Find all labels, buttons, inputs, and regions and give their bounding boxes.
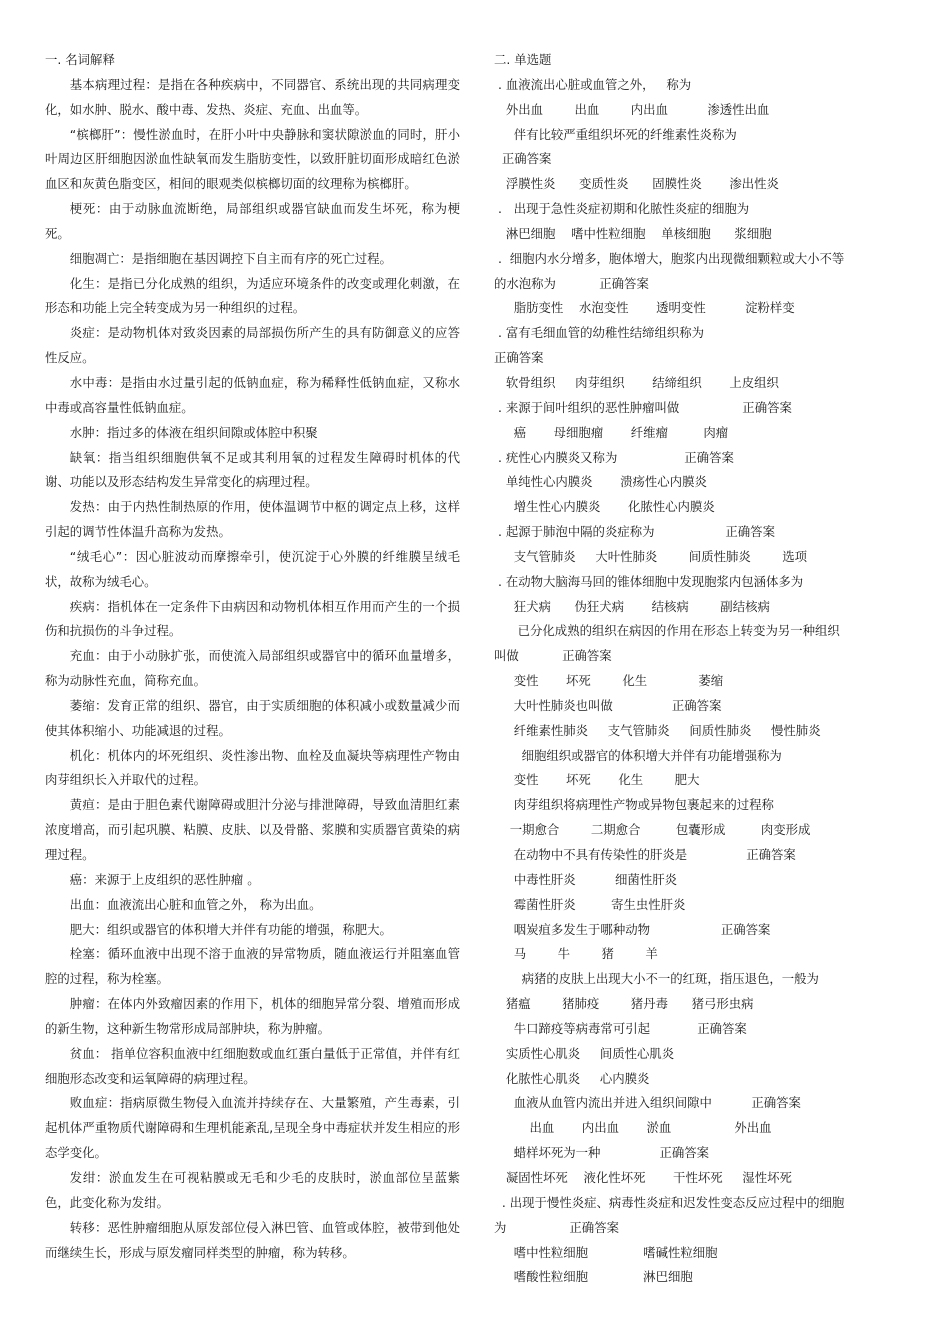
question-line: 浮膜性炎 变质性炎 固膜性炎 渗出性炎 (494, 176, 779, 192)
question-line: 癌 母细胞瘤 纤维瘤 肉瘤 (494, 424, 729, 440)
definition-paragraph: “槟榔肝”：慢性淤血时，在肝小叶中央静脉和窦状隙淤血的同时，肝小叶周边区肝细胞因淤血性缺氧而发生脂肪变性，以致肝脏切面形成暗红色淤血区和灰黄色脂变区，相间的眼观类似槟榔切面的纹理称为槟榔肝。 (45, 126, 460, 192)
question-line: 在动物中不具有传染性的肝炎是 正确答案 (494, 847, 796, 862)
definition-paragraph: 出血：血液流出心脏和血管之外， 称为出血。 (69, 896, 322, 912)
question-line: 病猪的皮肤上出现大小不一的红斑，指压退色，一般为 (494, 971, 819, 987)
question-line: . 富有毛细血管的幼稚性结缔组织称为 (494, 325, 705, 341)
question-line: 嗜酸性粒细胞 淋巴细胞 (494, 1269, 693, 1285)
question-line: . 在动物大脑海马回的锥体细胞中发现胞浆内包涵体多为 (494, 573, 804, 589)
question-line: 软骨组织 肉芽组织 结缔组织 上皮组织 (494, 374, 779, 390)
question-line: . 起源于肺泡中隔的炎症称为 正确答案 (494, 524, 775, 540)
question-line: 凝固性坏死 液化性坏死 干性坏死 湿性坏死 (494, 1169, 792, 1185)
question-line: 细胞组织或器官的体积增大并伴有功能增强称为 (494, 747, 782, 763)
question-line: . 血液流出心脏或血管之外， 称为 (494, 76, 692, 92)
question-line: 大叶性肺炎也叫做 正确答案 (494, 697, 722, 713)
question-line: 单纯性心内膜炎 溃疡性心内膜炎 (494, 474, 707, 490)
definition-paragraph: “绒毛心”：因心脏波动而摩擦牵引，使沉淀于心外膜的纤维膜呈绒毛状，故称为绒毛心。 (45, 548, 460, 589)
definition-paragraph: 化生：是指已分化成熟的组织，为适应环境条件的改变或理化刺激，在形态和功能上完全转变成为另一种组织的过程。 (45, 275, 460, 316)
section-title-multiple-choice: 二. 单选题 (494, 52, 552, 67)
definition-paragraph: 转移：恶性肿瘤细胞从原发部位侵入淋巴管、血管或体腔，被带到他处而继续生长，形成与原发瘤同样类型的肿瘤，称为转移。 (45, 1219, 460, 1260)
definition-paragraph: 水中毒：是指由水过量引起的低钠血症，称为稀释性低钠血症，又称水中毒或高容量性低钠血症。 (45, 374, 460, 415)
question-line: 肉芽组织将病理性产物或异物包裹起来的过程称 (494, 797, 774, 813)
question-line: 血液从血管内流出并进入组织间隙中 正确答案 (494, 1095, 801, 1111)
question-line: 霉菌性肝炎 寄生虫性肝炎 (494, 896, 686, 912)
definition-paragraph: 黄疸：是由于胆色素代谢障碍或胆汁分泌与排泄障碍，导致血清胆红素浓度增高，而引起巩膜、粘膜、皮肤、以及骨骼、浆膜和实质器官黄染的病理过程。 (45, 797, 460, 862)
question-line: 牛口蹄疫等病毒常可引起 正确答案 (494, 1020, 747, 1036)
definition-paragraph: 肿瘤：在体内外致瘤因素的作用下，机体的细胞异常分裂、增殖而形成的新生物，这种新生物常形成局部肿块，称为肿瘤。 (45, 996, 460, 1036)
question-line: 出血 内出血 淤血 外出血 (494, 1120, 772, 1136)
question-line: 淋巴细胞 嗜中性粒细胞 单核细胞 浆细胞 (494, 225, 772, 241)
definition-paragraph: 发热：由于内热性制热原的作用，使体温调节中枢的调定点上移，这样引起的调节性体温升高称为发热。 (45, 499, 460, 540)
question-line: 一期愈合 二期愈合 包囊形成 肉变形成 (494, 822, 811, 838)
definition-paragraph: 肥大：组织或器官的体积增大并伴有功能的增强，称肥大。 (69, 921, 392, 937)
definition-paragraph: 癌：来源于上皮组织的恶性肿瘤 。 (69, 871, 260, 887)
definition-paragraph: 栓塞：循环血液中出现不溶于血液的异常物质，随血液运行并阻塞血管腔的过程，称为栓塞。 (45, 946, 460, 987)
definition-paragraph: 机化：机体内的坏死组织、炎性渗出物、血栓及血凝块等病理性产物由肉芽组织长入并取代的过程。 (45, 747, 460, 788)
question-line: 已分化成熟的组织在病因的作用在形态上转变为另一种组织 (494, 623, 840, 639)
question-line: 咽炭疽多发生于哪种动物 正确答案 (494, 921, 771, 937)
question-line: 增生性心内膜炎 化脓性心内膜炎 (494, 499, 715, 515)
definition-paragraph: 梗死：由于动脉血流断绝，局部组织或器官缺血而发生坏死，称为梗死。 (45, 201, 460, 241)
left-column (45, 48, 460, 1265)
question-line: 中毒性肝炎 细菌性肝炎 (494, 871, 677, 887)
question-line: 正确答案 (494, 350, 544, 366)
question-line: 马 牛 猪 羊 (494, 946, 658, 962)
question-line: . 来源于间叶组织的恶性肿瘤叫做 正确答案 (494, 399, 792, 415)
question-line: 猪瘟 猪肺疫 猪丹毒 猪弓形虫病 (494, 996, 754, 1012)
question-line: 伴有比较严重组织坏死的纤维素性炎称为 (494, 126, 737, 142)
definition-paragraph: 水肿：指过多的体液在组织间隙或体腔中积聚 (69, 424, 318, 440)
question-line: 变性 坏死 化生 肥大 (494, 772, 700, 788)
question-line: 嗜中性粒细胞 嗜碱性粒细胞 (494, 1244, 718, 1260)
question-line: 化脓性心肌炎 心内膜炎 (494, 1070, 650, 1086)
question-line: 正确答案 (494, 151, 552, 167)
definitions-list (45, 73, 460, 1266)
definition-paragraph: 炎症：是动物机体对致炎因素的局部损伤所产生的具有防御意义的应答性反应。 (45, 325, 460, 366)
definition-paragraph: 贫血： 指单位容积血液中红细胞数或血红蛋白量低于正常值，并伴有红细胞形态改变和运氧障碍的病理过程。 (45, 1045, 460, 1086)
question-line: 变性 坏死 化生 萎缩 (494, 673, 724, 689)
definition-paragraph: 疾病：指机体在一定条件下由病因和动物机体相互作用而产生的一个损伤和抗损伤的斗争过程。 (45, 598, 460, 639)
question-line: 叫做 正确答案 (494, 648, 612, 664)
question-line: . 出现于急性炎症初期和化脓性炎症的细胞为 (494, 201, 750, 217)
question-line: . 疣性心内膜炎又称为 正确答案 (494, 449, 734, 465)
question-line: 为 正确答案 (494, 1219, 619, 1235)
definition-paragraph: 基本病理过程：是指在各种疾病中，不同器官、系统出现的共同病理变化，如水肿、脱水、酸中毒、发热、炎症、充血、出血等。 (45, 76, 460, 117)
question-line: 脂肪变性 水泡变性 透明变性 淀粉样变 (494, 300, 795, 316)
question-line: 的水泡称为 正确答案 (494, 275, 649, 291)
definition-paragraph: 发绀：淤血发生在可视粘膜或无毛和少毛的皮肤时，淤血部位呈蓝紫色，此变化称为发绀。 (45, 1169, 460, 1210)
definition-paragraph: 萎缩：发育正常的组织、器官，由于实质细胞的体积减小或数量减少而使其体积缩小、功能减退的过程。 (45, 697, 460, 738)
right-column (494, 48, 914, 1290)
definition-paragraph: 充血：由于小动脉扩张，而使流入局部组织或器官中的循环血量增多，称为动脉性充血，简称充血。 (45, 648, 460, 689)
question-line: . 出现于慢性炎症、病毒性炎症和迟发性变态反应过程中的细胞 (494, 1194, 845, 1210)
question-line: 支气管肺炎 大叶性肺炎 间质性肺炎 选项 (494, 548, 808, 564)
question-line: 外出血 出血 内出血 渗透性出血 (494, 101, 770, 117)
question-line: 纤维素性肺炎 支气管肺炎 间质性肺炎 慢性肺炎 (494, 722, 821, 738)
question-line: 狂犬病 伪狂犬病 结核病 副结核病 (494, 598, 770, 614)
question-list (494, 73, 914, 1290)
question-line: 实质性心肌炎 间质性心肌炎 (494, 1045, 675, 1061)
question-line: . 细胞内水分增多，胞体增大，胞浆内出现微细颗粒或大小不等 (494, 250, 845, 266)
definition-paragraph: 败血症：指病原微生物侵入血流并持续存在、大量繁殖，产生毒素，引起机体严重物质代谢障碍和生理机能紊乱,呈现全身中毒症状并发生相应的形态学变化。 (45, 1095, 460, 1161)
definition-paragraph: 细胞凋亡：是指细胞在基因调控下自主而有序的死亡过程。 (69, 250, 392, 266)
definition-paragraph: 缺氧：指当组织细胞供氧不足或其利用氧的过程发生障碍时机体的代谢、功能以及形态结构发生异常变化的病理过程。 (45, 449, 460, 490)
question-line: 蜡样坏死为一种 正确答案 (494, 1145, 710, 1161)
section-title-definitions: 一. 名词解释 (45, 52, 115, 67)
